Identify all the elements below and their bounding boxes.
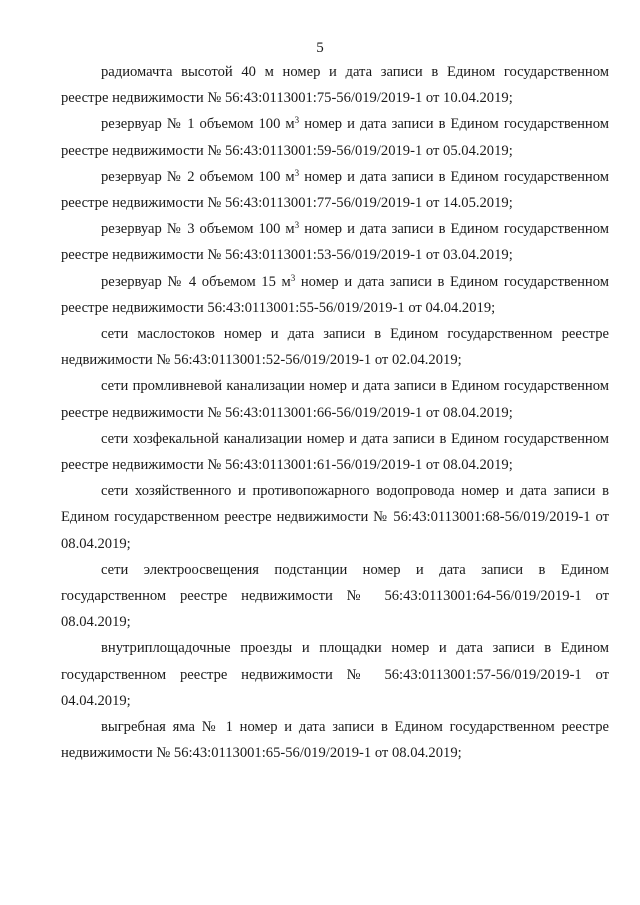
paragraph-text-end: номер и дата записи в Едином государственном реестре недвижимости № 56:43:0113001:59-56/019/2019-1 от 05.04.2019;: [61, 116, 609, 159]
paragraph-text-end: номер и дата записи в Едином государственном реестре недвижимости 56:43:0113001:55-56/019/2019-1 от 04.04.2019;: [61, 273, 609, 316]
superscript: 3: [294, 220, 300, 231]
paragraph-storm-sewer: сети промливневой канализации номер и дата записи в Едином государственном реестре недвижимости № 56:43:0113001:66-56/019/2019-1 от 08.04.2019;: [61, 378, 609, 421]
paragraph-text-start: резервуар № 2 объемом 100 м: [101, 168, 295, 185]
paragraph-text-start: резервуар № 4 объемом 15 м: [101, 273, 291, 290]
paragraph-domestic-sewer: сети хозфекальной канализации номер и дата записи в Едином государственном реестре недвижимости № 56:43:0113001:61-56/019/2019-1 от 08.04.2019;: [61, 430, 609, 474]
superscript: 3: [294, 167, 300, 178]
superscript: 3: [290, 272, 296, 283]
paragraph-reservoir-3: [61, 216, 609, 268]
superscript: 3: [294, 115, 300, 126]
paragraph-reservoir-1: [61, 111, 609, 163]
paragraph-text-end: номер и дата записи в Едином государственном реестре недвижимости № 56:43:0113001:77-56/019/2019-1 от 14.05.2019;: [61, 168, 609, 212]
paragraph-reservoir-4: [61, 269, 609, 321]
paragraph-substation-lighting: сети электроосвещения подстанции номер и дата записи в Едином государственном реестре недвижимости № 56:43:0113001:64-56/019/2019-1 от 08.04.2019;: [61, 561, 609, 631]
paragraph-water-supply: сети хозяйственного и противопожарного водопровода номер и дата записи в Едином государственном реестре недвижимости № 56:43:0113001:68-56/019/2019-1 от 08.04.2019;: [61, 483, 609, 552]
paragraph-text-start: резервуар № 1 объемом 100 м: [101, 116, 295, 133]
paragraph-cesspit-1: выгребная яма № 1 номер и дата записи в Едином государственном реестре недвижимости № 56:43:0113001:65-56/019/2019-1 от 08.04.2019;: [61, 719, 609, 762]
paragraph-text-end: номер и дата записи в Едином государственном реестре недвижимости № 56:43:0113001:53-56/019/2019-1 от 03.04.2019;: [61, 221, 609, 264]
paragraph-internal-roads: внутриплощадочные проезды и площадки номер и дата записи в Едином государственном реестре недвижимости № 56:43:0113001:57-56/019/2019-1 от 04.04.2019;: [61, 640, 609, 709]
document-body: [61, 59, 609, 766]
paragraph-radio-mast: радиомачта высотой 40 м номер и дата записи в Едином государственном реестре недвижимости № 56:43:0113001:75-56/019/2019-1 от 10.04.2019;: [61, 64, 609, 107]
page-number: 5: [316, 40, 324, 56]
paragraph-reservoir-2: [61, 164, 609, 216]
paragraph-text-start: резервуар № 3 объемом 100 м: [101, 221, 295, 238]
paragraph-oil-drains: сети маслостоков номер и дата записи в Едином государственном реестре недвижимости № 56:43:0113001:52-56/019/2019-1 от 02.04.2019;: [61, 326, 609, 369]
